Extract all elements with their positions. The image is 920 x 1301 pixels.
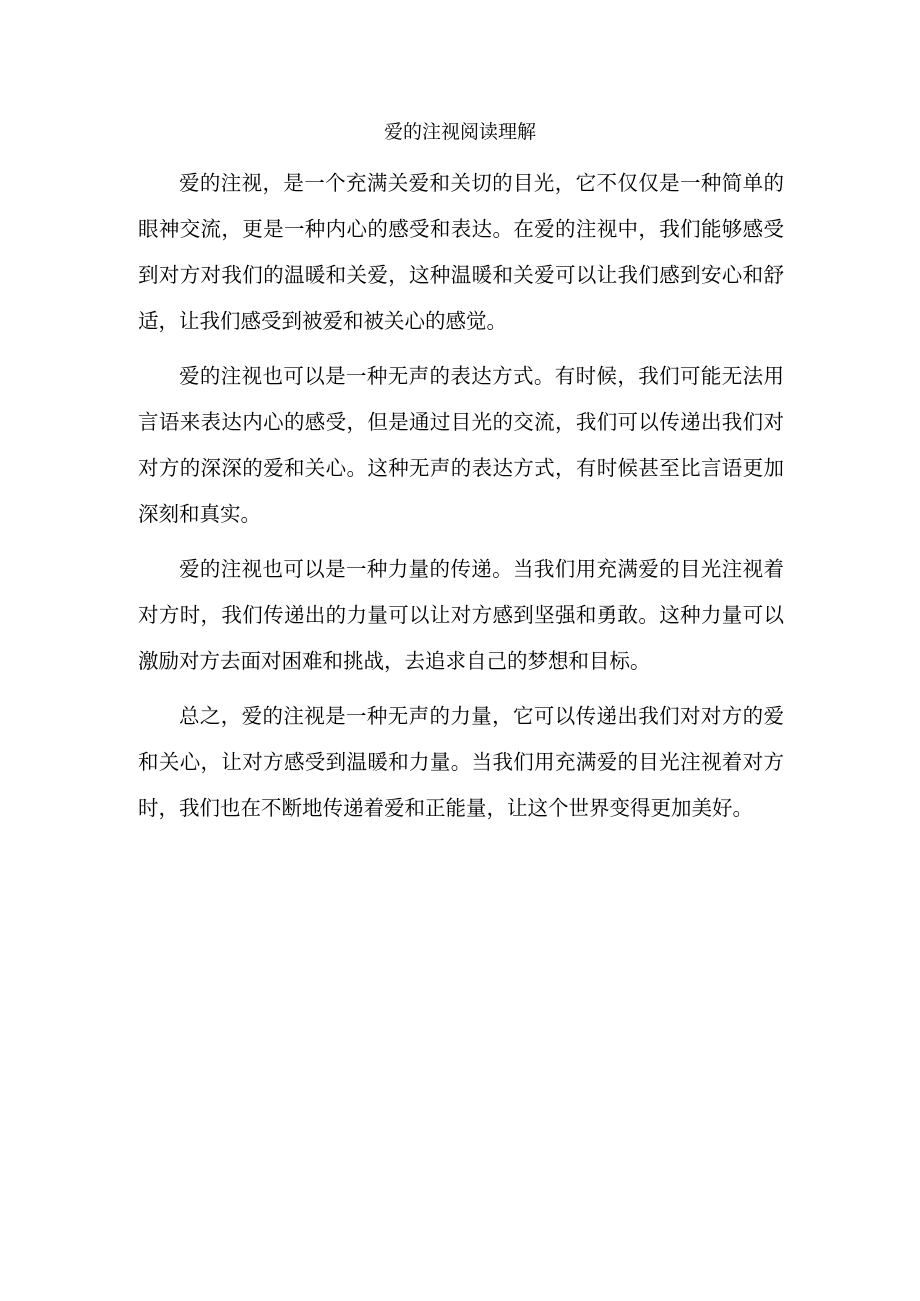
paragraph-3: 爱的注视也可以是一种力量的传递。当我们用充满爱的目光注视着对方时，我们传递出的力量可以让对方感到坚强和勇敢。这种力量可以激励对方去面对困难和挑战，去追求自己的梦想和目标。 bbox=[138, 557, 784, 673]
paragraph-2: 爱的注视也可以是一种无声的表达方式。有时候，我们可能无法用言语来表达内心的感受，但是通过目光的交流，我们可以传递出我们对对方的深深的爱和关心。这种无声的表达方式，有时候甚至比言语更加深刻和真实。 bbox=[138, 364, 784, 526]
document-body bbox=[138, 160, 784, 840]
paragraph-4: 总之，爱的注视是一种无声的力量，它可以传递出我们对对方的爱和关心，让对方感受到温暖和力量。当我们用充满爱的目光注视着对方时，我们也在不断地传递着爱和正能量，让这个世界变得更加美好。 bbox=[138, 704, 784, 820]
paragraph-1: 爱的注视，是一个充满关爱和关切的目光，它不仅仅是一种简单的眼神交流，更是一种内心的感受和表达。在爱的注视中，我们能够感受到对方对我们的温暖和关爱，这种温暖和关爱可以让我们感到安心和舒适，让我们感受到被爱和被关心的感觉。 bbox=[138, 171, 784, 333]
document-title: 爱的注视阅读理解 bbox=[383, 121, 536, 143]
